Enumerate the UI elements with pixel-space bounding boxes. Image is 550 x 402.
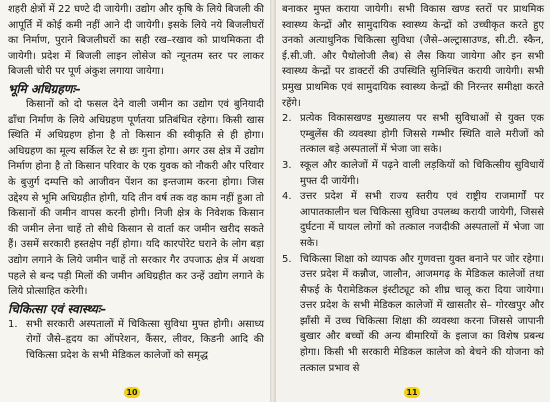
item-text: स्कूल और कालेजों में पढ़ने वाली लड़कियों को चिकित्सीय सुविधायें मुफ्त दी जायेंगी। — [300, 159, 544, 187]
item-number: 4. — [282, 191, 292, 203]
list-item — [8, 317, 264, 364]
page-number-badge-left: 10 — [124, 387, 140, 398]
list-item — [282, 252, 544, 377]
right-page-text — [282, 2, 544, 376]
heading-health: चिकित्सा एवं स्वास्थ्यः– — [8, 301, 107, 316]
right-para-continued: बनाकर मुफ्त कराया जायेगी। सभी विकास खण्ड स्तरों पर प्राथमिक स्वास्थ्य केन्द्रों और सामुदायिक स्वास्थ्य केन्द्रों को उच्चीकृत करते हुए उनको अत्याधुनिक चिकित्सा सुविधा (जैसे–अल्ट्रासाउण्ड, सी.टी. स्कैन, ई.सी.जी. और पैथोलोजी लैब) से लैस किया जायेगा और इन सभी स्वास्थ्य केन्द्रों पर डाक्टरों की उपस्थिति सुनिश्चित करायी जायेगी। सभी प्रमुख प्राथमिक एवं सामुदायिक स्वास्थ्य केन्द्रों की निरन्तर समीक्षा करते रहेंगे। — [282, 4, 544, 109]
heading-land-acquisition: भूमि अधिग्रहणः– — [8, 81, 81, 96]
left-para-electricity: शहरी क्षेत्रों में 22 घण्टे दी जायेगी। उद्योग और कृषि के लिये बिजली की आपूर्ति में कोई कमी नहीं आने दी जायेगी। इसके लिये नये बिजलीघरों का निर्माण, पुराने बिजलीघरों का सही रख–रखाव को प्राथमिकता दी जायेगी। प्रदेश में बिजली लाइन लोसेज को न्यूनतम स्तर पर लाकर बिजली चोरी पर पूर्ण अंकुश लगाया जायेगा। — [8, 4, 264, 78]
left-page-text — [8, 2, 264, 363]
item-text: सभी सरकारी अस्पतालों में चिकित्सा सुविधा मुफ्त होगी। असाध्य रोगों जैसे–हृदय का ऑपरेशन, कैंसर, लीवर, किडनी आदि की चिकित्सा प्रदेश के सभी मेडिकल कालेजों को समृद्ध — [26, 318, 264, 361]
list-item — [282, 111, 544, 158]
left-page — [0, 0, 270, 402]
item-number: 5. — [282, 253, 292, 265]
item-text: चिकित्सा शिक्षा को व्यापक और गुणवत्ता युक्त बनाने पर जोर रहेगा। उत्तर प्रदेश में कन्नौज, जालौन, आजमगढ़ के मेडिकल कालेजों तथा सैफई के पैरामेडिकल इंस्टीट्यूट को शीघ्र चालू करा दिया जायेगा। उत्तर प्रदेश के सभी मेडिकल कालेजों में खासतौर से– गोरखपुर और झाँसी में उच्च चिकित्सा शिक्षा की व्यवस्था करना जिससे जापानी बुखार और बच्चों की अन्य बीमारियों के इलाज का विशेष प्रबन्ध होगा। किसी भी सरकारी मेडिकल कालेज को बेचने की योजना को तत्काल प्रभाव से — [300, 253, 544, 374]
list-item — [282, 189, 544, 251]
item-text: प्रत्येक विकासखण्ड मुख्यालय पर सभी सुविधाओं से युक्त एक एम्बुलेंस की व्यवस्था होगी जिससे गम्भीर स्थिति वाले मरीजों को तत्काल बड़े अस्पतालों में भेजा जा सके। — [300, 113, 544, 156]
item-number: 2. — [282, 113, 292, 125]
item-number: 1. — [8, 318, 18, 330]
right-page — [276, 0, 550, 402]
list-item — [282, 158, 544, 189]
left-para-land: किसानों को दो फसल देने वाली जमीन का उद्योग एवं बुनियादी ढाँचा निर्माण के लिये अधिग्रहण पूर्णतया प्रतिबंधित रहेगा। किसी खास स्थिति में अधिग्रहण होना है तो किसान की स्वीकृति से ही होगा। अधिग्रहण का मूल्य सर्किल रेट से छः गुना होगा। अगर उस क्षेत्र में उद्योग निर्माण होना है तो किसान परिवार के एक युवक को नौकरी और परिवार के बुजुर्ग दम्पत्ति को आजीवन पेंशन का इन्तजाम करना होगा। जिस उद्देश्य से भूमि अधिग्रहीत होगी, यदि तीन वर्ष तक वह काम नहीं हुआ तो किसानों की जमीन वापस करनी होगी। निजी क्षेत्र के निवेशक किसान की जमीन लेना चाहें तो सीधे किसान से वार्ता कर जमीन खरीद सकते हैं। उसमें सरकारी हस्तक्षेप नहीं होगा। यदि कारपोरेट घराने के लोग बड़ा उद्योग लगाने के लिये जमीन चाहें तो सरकार गैर उपजाऊ क्षेत्र में अथवा पहले से बन्द पड़ी मिलों की जमीन अधिग्रहीत कर उन्हें उद्योग लगाने के लिये प्रोत्साहित करेगी। — [8, 98, 264, 298]
item-number: 3. — [282, 159, 292, 171]
item-text: उत्तर प्रदेश में सभी राज्य स्तरीय एवं राष्ट्रीय राजमार्गों पर आपातकालीन चल चिकित्सा सुविधा उपलब्ध करायी जायेगी, जिससे दुर्घटना में घायल लोगों को तत्काल नजदीकी अस्पतालों में भेजा जा सके। — [300, 191, 544, 249]
page-number-badge-right: 11 — [404, 387, 420, 398]
